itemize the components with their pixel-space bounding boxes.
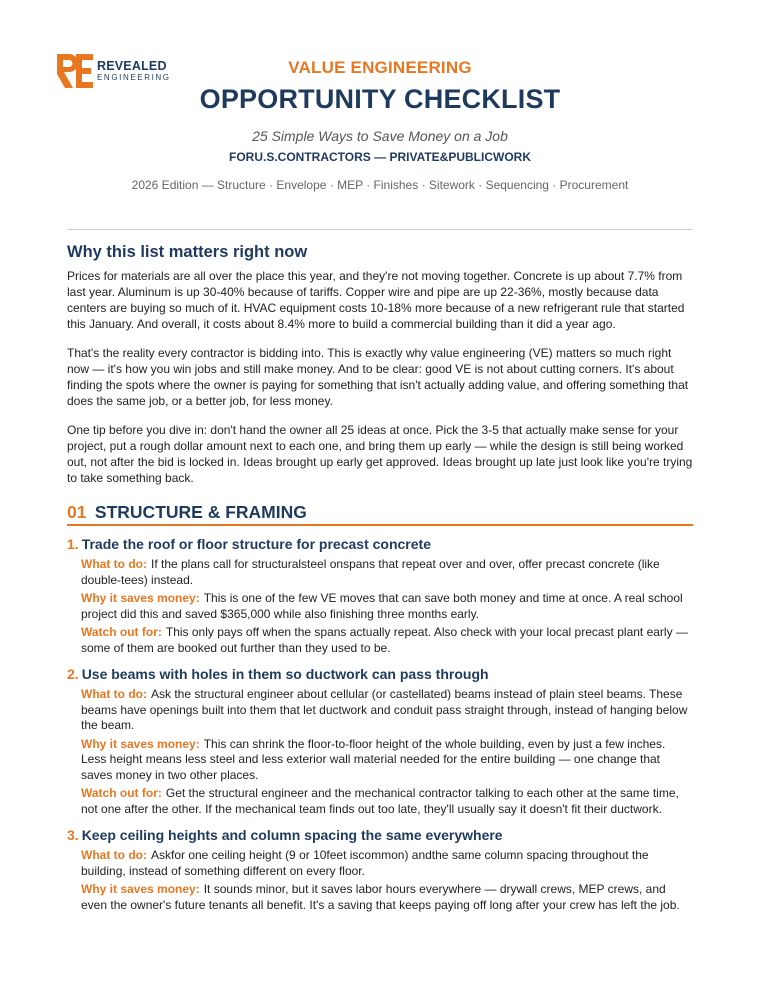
why-label: Why it saves money: <box>81 882 200 896</box>
item-number: 2. <box>67 666 79 682</box>
watch-text: Get the structural engineer and the mechanical contractor talking to each other at the same time, not one after the other. If the mechanical team finds out too late, they'll usually say it doesn't fit their ductwork. <box>81 786 679 816</box>
watch-label: Watch out for: <box>81 625 162 639</box>
why-label: Why it saves money: <box>81 736 200 751</box>
why-paragraph-1: Prices for materials are all over the place this year, and they're not moving together. Concrete is up about 7.7% from last year. Aluminum is up 30-40% because of tariffs. Copper wire and pipe are up 22-36%, mostly because data centers are buying so much of it. HVAC equipment costs 10-18% more because of a new refrigerant rule that started this January. And overall, it costs about 8.4% more to build a commercial building than it did a year ago. <box>67 269 685 331</box>
section-name: STRUCTURE & FRAMING <box>94 502 307 522</box>
header-kicker: VALUE ENGINEERING <box>288 58 472 77</box>
what-label: What to do: <box>81 557 147 571</box>
watch-out-row <box>81 625 693 656</box>
page-title: OPPORTUNITY CHECKLIST <box>199 84 561 114</box>
document-header <box>0 58 760 192</box>
what-to-do-row <box>81 848 693 879</box>
why-paragraph-3: One tip before you dive in: don't hand the owner all 25 ideas at once. Pick the 3-5 that actually make sense for your project, put a rough dollar amount next to each one, and bring them up early — while the design is still being worked out, not after the bid is locked in. Ideas brought up early get approved. Ideas brought up late just look like you're trying to take something back. <box>67 423 693 485</box>
item-number: 1. <box>67 536 79 552</box>
header-divider <box>67 229 693 230</box>
item-title <box>67 827 693 843</box>
why-saves-row <box>81 737 693 784</box>
what-to-do-row <box>81 557 693 588</box>
section-number: 01 <box>67 502 87 522</box>
item-title-text: Keep ceiling heights and column spacing the same everywhere <box>81 827 503 843</box>
what-text: If the plans call for structuralsteel onspans that repeat over and over, offer precast concrete (like double-tees) instead. <box>81 557 660 587</box>
why-heading: Why this list matters right now <box>67 243 308 261</box>
what-text: Askfor one ceiling height (9 or 10feet iscommon) andthe same column spacing throughout the building, instead of something different on every floor. <box>81 848 649 878</box>
why-text: This can shrink the floor-to-floor height of the whole building, even by just a few inches. Less height means less steel and less exterior wall material needed for the entire building — one change that saves money in two other places. <box>81 736 666 782</box>
item-title <box>67 666 693 682</box>
why-text: It sounds minor, but it saves labor hours everywhere — drywall crews, MEP crews, and even the owner's future tenants all benefit. It's a saving that keeps paying off long after your crew has left the job. <box>81 882 680 912</box>
item-number: 3. <box>67 827 79 843</box>
why-saves-row <box>81 882 693 913</box>
watch-text: This only pays off when the spans actually repeat. Also check with your local precast plant early — some of them are booked out further than they used to be. <box>81 625 688 655</box>
what-text: Ask the structural engineer about cellular (or castellated) beams instead of plain steel beams. These beams have openings built into them that let ductwork and conduit pass straight through, instead of hanging below the beam. <box>81 687 688 732</box>
section-heading <box>67 502 693 526</box>
what-label: What to do: <box>81 848 147 862</box>
item-title-text: Trade the roof or floor structure for precast concrete <box>81 536 431 552</box>
why-label: Why it saves money: <box>81 591 200 605</box>
audience-line: FORU.S.CONTRACTORS — PRIVATE&PUBLICWORK <box>229 150 531 164</box>
checklist-item <box>67 827 693 913</box>
logo-line-2: ENGINEERING <box>97 72 171 82</box>
why-text: This is one of the few VE moves that can save both money and time at once. A real school project did this and saved $365,000 while also finishing three months early. <box>81 591 683 621</box>
document-body <box>67 243 693 916</box>
logo-line-1: REVEALED <box>97 59 167 74</box>
what-label: What to do: <box>81 687 147 701</box>
edition-line: 2026 Edition — Structure · Envelope · MEP · Finishes · Sitework · Sequencing · Procurement <box>131 178 629 192</box>
page-subtitle: 25 Simple Ways to Save Money on a Job <box>252 128 508 144</box>
watch-label: Watch out for: <box>81 786 162 800</box>
item-title <box>67 536 693 552</box>
checklist-item <box>67 536 693 656</box>
checklist-item <box>67 666 693 817</box>
what-to-do-row <box>81 687 693 734</box>
item-title-text: Use beams with holes in them so ductwork can pass through <box>81 666 489 682</box>
why-saves-row <box>81 591 693 622</box>
watch-out-row <box>81 786 693 817</box>
why-paragraph-2: That's the reality every contractor is bidding into. This is exactly why value engineering (VE) matters so much right now — it's how you win jobs and still make money. And to be clear: good VE is not about cutting corners. It's about finding the spots where the owner is paying for something that isn't actually adding value, and offering something that does the same job, or a better job, for less money. <box>67 346 689 408</box>
